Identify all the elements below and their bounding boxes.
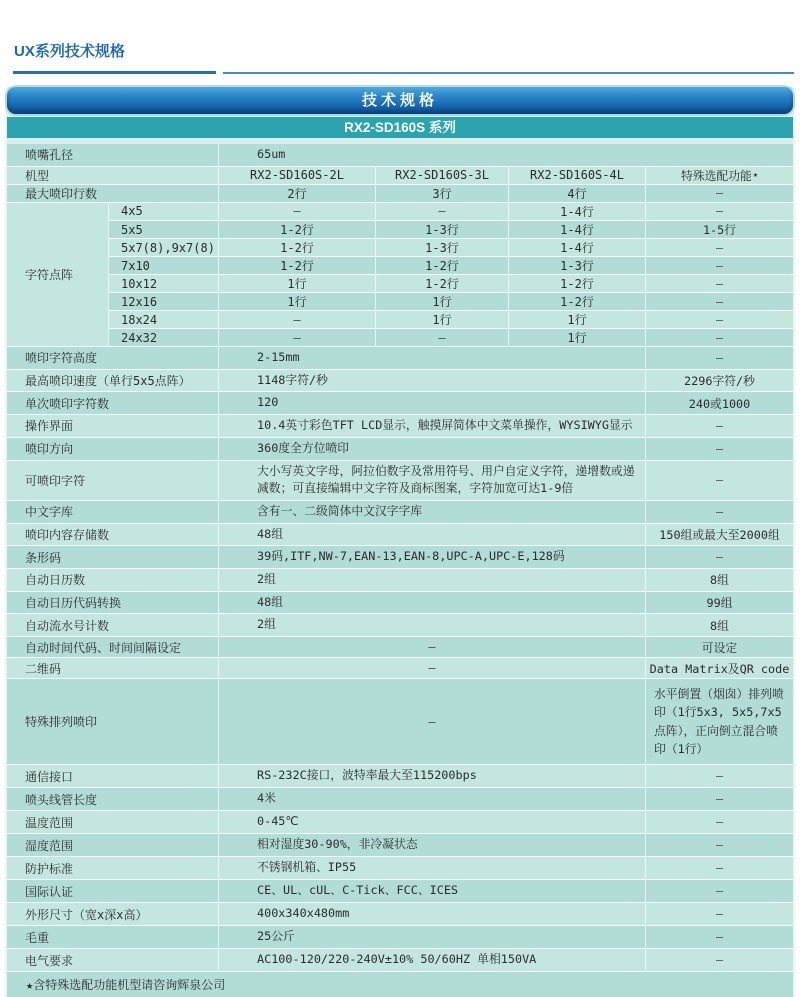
cell-matrix-5x7(8),9x7(8)-model3: 1-4行 [508,239,645,256]
cell-matrix-label: 字符点阵 [7,203,108,346]
cell-nozzle-value: 65um [218,144,793,166]
row-matrix-5x7(8),9x7(8) [108,238,793,256]
cell-certification-special: — [645,880,793,902]
cell-max-lines-model2: 3行 [375,185,508,202]
cell-matrix-10x12-model3: 1-2行 [508,275,645,292]
cell-serial-counter-special: 8组 [645,614,793,636]
row-humidity-range [7,833,793,856]
cell-matrix-24x32-model3: 1行 [508,329,645,346]
cell-cn-font-special: — [645,501,793,523]
cell-matrix-7x10-special: — [645,257,793,274]
cell-humidity-range-value: 相对湿度30-90%，非冷凝状态 [218,834,645,856]
row-model [7,166,793,184]
row-tube-length [7,787,793,810]
cell-direction-special: — [645,438,793,460]
cell-certification-label: 国际认证 [25,884,74,899]
cell-tube-length-label: 喷头线管长度 [25,792,98,807]
row-matrix-4x5 [108,203,793,220]
cell-time-code-special: 可设定 [645,637,793,657]
row-ui [7,414,793,437]
cell-direction-label: 喷印方向 [25,442,74,457]
cell-matrix-10x12-model1: 1行 [218,275,375,292]
cell-certification-value: CE、UL、cUL、C-Tick、FCC、ICES [218,880,645,902]
cell-time-code-value: — [218,637,645,657]
row-max-lines [7,184,793,202]
row-matrix-5x5 [108,220,793,238]
cell-matrix-18x24-model2: 1行 [375,311,508,328]
cell-comm-port-value: RS-232C接口，波特率最大至115200bps [218,765,645,787]
special-option-star-icon: ★ [752,170,758,181]
cell-barcode-label: 条形码 [25,550,62,565]
cell-dimensions-value: 400x340x480mm [218,903,645,925]
cell-auto-calendar-label: 自动日历数 [25,573,86,588]
cell-ui-label: 操作界面 [25,419,74,434]
series-header-title: RX2-SD160S 系列 [7,117,793,138]
cell-temp-range-special: — [645,811,793,833]
cell-power-label: 电气要求 [25,953,74,968]
cell-qr-code-value: — [218,658,645,678]
cell-dimensions-special: — [645,903,793,925]
cell-calendar-code-special: 99组 [645,592,793,614]
cell-auto-calendar-special: 8组 [645,569,793,591]
cell-model-model3: RX2-SD160S-4L [508,167,645,184]
cell-matrix-7x10-model2: 1-2行 [375,257,508,274]
row-cn-font [7,500,793,523]
divider-right-segment [223,72,794,74]
cell-gross-weight-label: 毛重 [25,930,50,945]
cell-matrix-4x5-label: 4x5 [108,203,218,220]
cell-matrix-24x32-model2: — [375,329,508,346]
cell-dimensions-label: 外形尺寸（宽x深x高） [25,907,148,922]
cell-qr-code-special: Data Matrix及QR code [645,658,793,678]
cell-char-height-value: 2-15mm [218,347,645,369]
cell-ui-value: 10.4英寸彩色TFT LCD显示，触摸屏简体中文菜单操作，WYSIWYG显示 [218,415,645,437]
cell-model-model1: RX2-SD160S-2L [218,167,375,184]
cell-comm-port-label: 通信接口 [25,769,74,784]
cell-matrix-12x16-model1: 1行 [218,293,375,310]
row-certification [7,879,793,902]
cell-max-lines-label: 最大喷印行数 [25,186,98,201]
row-nozzle [7,144,793,166]
cell-max-lines-model3: 4行 [508,185,645,202]
matrix-body [108,203,793,346]
cell-auto-calendar-value: 2组 [218,569,645,591]
cell-printable-chars-label: 可喷印字符 [25,473,86,488]
divider-gap [216,72,223,73]
row-chars-per-print [7,391,793,414]
row-protection [7,856,793,879]
cell-matrix-12x16-model2: 1行 [375,293,508,310]
row-calendar-code [7,591,793,614]
cell-matrix-24x32-label: 24x32 [108,329,218,346]
cell-matrix-4x5-model3: 1-4行 [508,203,645,220]
cell-matrix-5x7(8),9x7(8)-label: 5x7(8),9x7(8) [108,239,218,256]
row-barcode [7,545,793,568]
row-matrix [7,202,793,346]
row-special-layout [7,678,793,764]
cell-protection-special: — [645,857,793,879]
cell-matrix-5x7(8),9x7(8)-special: — [645,239,793,256]
spec-table [7,144,793,997]
cell-tube-length-value: 4米 [218,788,645,810]
cell-chars-per-print-special: 240或1000 [645,392,793,414]
cell-comm-port-special: — [645,765,793,787]
row-matrix-24x32 [108,328,793,346]
cell-matrix-5x5-special: 1-5行 [645,221,793,238]
cell-protection-label: 防护标准 [25,861,74,876]
row-matrix-12x16 [108,292,793,310]
cell-temp-range-label: 温度范围 [25,815,74,830]
cell-humidity-range-label: 湿度范围 [25,838,74,853]
cell-protection-value: 不锈钢机箱、IP55 [218,857,645,879]
cell-matrix-4x5-model1: — [218,203,375,220]
row-gross-weight [7,925,793,948]
cell-matrix-5x7(8),9x7(8)-model1: 1-2行 [218,239,375,256]
cell-matrix-18x24-model1: — [218,311,375,328]
row-temp-range [7,810,793,833]
cell-qr-code-label: 二维码 [25,661,62,676]
cell-chars-per-print-label: 单次喷印字符数 [25,396,110,411]
cell-temp-range-value: 0-45℃ [218,811,645,833]
cell-storage-value: 48组 [218,524,645,546]
cell-char-height-label: 喷印字符高度 [25,351,98,366]
cell-matrix-24x32-model1: — [218,329,375,346]
divider-left-segment [13,71,216,74]
row-printable-chars [7,460,793,500]
cell-special-layout-value: — [218,679,645,764]
cell-matrix-5x5-model3: 1-4行 [508,221,645,238]
cell-gross-weight-value: 25公斤 [218,926,645,948]
cell-barcode-value: 39码,ITF,NW-7,EAN-13,EAN-8,UPC-A,UPC-E,128码 [218,546,645,568]
cell-matrix-10x12-label: 10x12 [108,275,218,292]
cell-serial-counter-label: 自动流水号计数 [25,618,110,633]
cell-direction-value: 360度全方位喷印 [218,438,645,460]
cell-matrix-7x10-model1: 1-2行 [218,257,375,274]
row-dimensions [7,902,793,925]
cell-power-special: — [645,949,793,971]
cell-power-value: AC100-120/220-240V±10% 50/60HZ 单相150VA [218,949,645,971]
row-max-speed [7,369,793,392]
cell-gross-weight-special: — [645,926,793,948]
cell-cn-font-value: 含有一、二级简体中文汉字字库 [218,501,645,523]
cell-model-label: 机型 [25,168,50,183]
cell-matrix-5x7(8),9x7(8)-model2: 1-3行 [375,239,508,256]
row-time-code [7,636,793,657]
cell-special-layout-special: 水平倒置（烟囱）排列喷印（1行5x3, 5x5,7x5点阵），正向倒立混合喷印（1行） [645,679,793,764]
cell-max-speed-value: 1148字符/秒 [218,370,645,392]
cell-matrix-18x24-model3: 1行 [508,311,645,328]
cell-nozzle-label: 喷嘴孔径 [25,148,74,163]
cell-model-special: 特殊选配功能 ★ [645,167,793,184]
row-qr-code [7,657,793,678]
row-power [7,948,793,971]
cell-printable-chars-value: 大小写英文字母，阿拉伯数字及常用符号、用户自定义字符，递增数或递减数；可直接编辑中文字符及商标图案，字符加宽可达1-9倍 [218,461,645,500]
cell-matrix-7x10-model3: 1-3行 [508,257,645,274]
cell-max-speed-label: 最高喷印速度（单行5x5点阵） [25,374,191,389]
cell-printable-chars-special: — [645,461,793,500]
cell-matrix-12x16-special: — [645,293,793,310]
spec-header-title: 技术规格 [7,87,793,114]
row-storage [7,523,793,546]
cell-serial-counter-value: 2组 [218,614,645,636]
cell-special-layout-label: 特殊排列喷印 [25,715,98,730]
cell-storage-special: 150组或最大至2000组 [645,524,793,546]
cell-barcode-special: — [645,546,793,568]
cell-calendar-code-value: 48组 [218,592,645,614]
row-footnote [7,971,793,997]
cell-max-lines-model1: 2行 [218,185,375,202]
cell-calendar-code-label: 自动日历代码转换 [25,595,122,610]
page [0,40,800,993]
cell-matrix-18x24-label: 18x24 [108,311,218,328]
title-divider [13,71,794,74]
cell-matrix-7x10-label: 7x10 [108,257,218,274]
cell-model-model2: RX2-SD160S-3L [375,167,508,184]
cell-max-lines-special: — [645,185,793,202]
cell-chars-per-print-value: 120 [218,392,645,414]
cell-char-height-special: — [645,347,793,369]
row-direction [7,437,793,460]
row-serial-counter [7,613,793,636]
cell-storage-label: 喷印内容存储数 [25,527,110,542]
cell-matrix-5x5-model2: 1-3行 [375,221,508,238]
cell-matrix-4x5-special: — [645,203,793,220]
cell-matrix-4x5-model2: — [375,203,508,220]
cell-humidity-range-special: — [645,834,793,856]
cell-cn-font-label: 中文字库 [25,505,74,520]
row-matrix-7x10 [108,256,793,274]
cell-matrix-10x12-model2: 1-2行 [375,275,508,292]
cell-matrix-12x16-label: 12x16 [108,293,218,310]
cell-matrix-5x5-label: 5x5 [108,221,218,238]
row-matrix-18x24 [108,310,793,328]
cell-time-code-label: 自动时间代码、时间间隔设定 [25,640,182,655]
cell-matrix-24x32-special: — [645,329,793,346]
cell-matrix-18x24-special: — [645,311,793,328]
page-title: UX系列技术规格 [14,43,125,60]
cell-matrix-12x16-model3: 1-2行 [508,293,645,310]
row-matrix-10x12 [108,274,793,292]
cell-matrix-5x5-model1: 1-2行 [218,221,375,238]
cell-max-speed-special: 2296字符/秒 [645,370,793,392]
cell-matrix-10x12-special: — [645,275,793,292]
cell-tube-length-special: — [645,788,793,810]
spec-panel [7,87,793,997]
cell-ui-special: — [645,415,793,437]
cell-footnote-label: ★含特殊选配功能机型请咨询辉泉公司 [26,978,226,993]
row-comm-port [7,764,793,787]
row-char-height [7,346,793,369]
row-auto-calendar [7,568,793,591]
